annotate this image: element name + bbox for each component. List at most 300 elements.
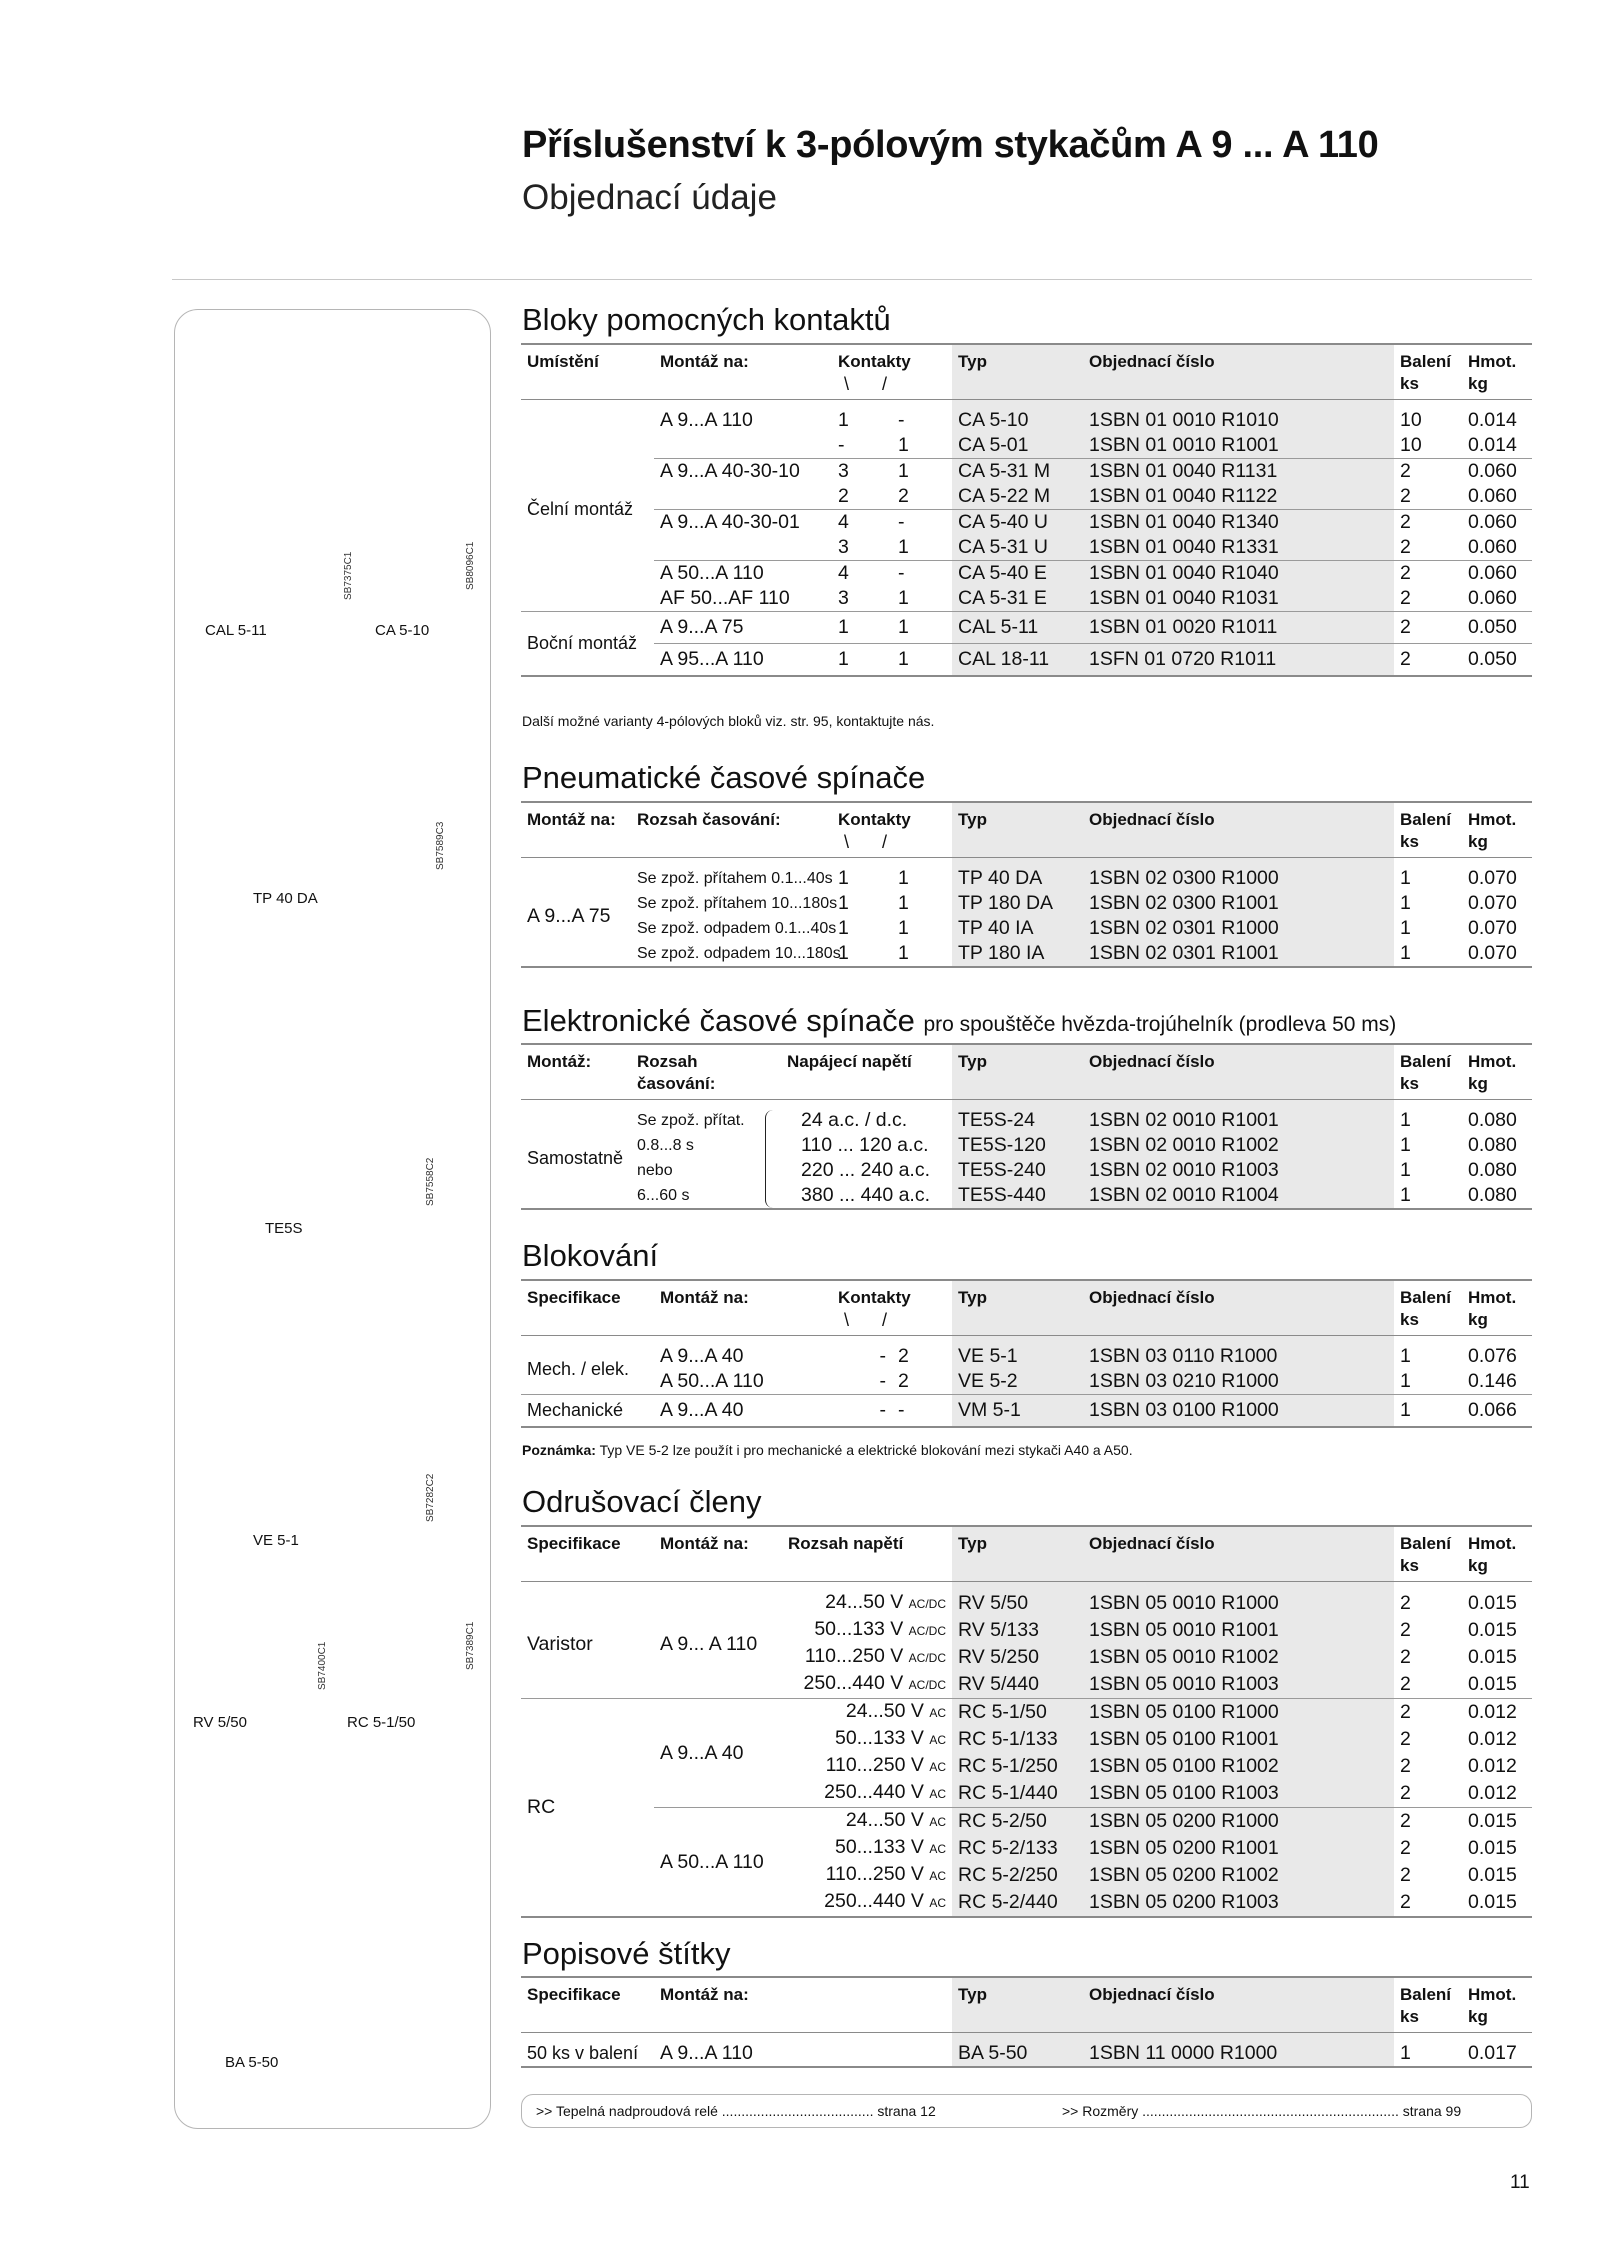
product-label: CAL 5-11 [205, 622, 267, 639]
pack-qty: 1 [1400, 1134, 1411, 1156]
order-number: 1SBN 05 0010 R1001 [1083, 1617, 1394, 1644]
product-label: BA 5-50 [225, 2054, 279, 2071]
voltage-kind: AC/DC [908, 1624, 946, 1638]
order-number: 1SBN 05 0010 R1003 [1083, 1671, 1394, 1699]
type-cell: CA 5-31 U [952, 535, 1083, 561]
link-dimensions[interactable]: >> Rozměry .................................................................. strana 99 [1062, 2103, 1462, 2119]
pack-qty: 1 [1394, 1395, 1462, 1427]
type-cell: RC 5-1/440 [952, 1780, 1083, 1808]
contact-nc: 2 [898, 485, 909, 507]
order-number: 1SBN 01 0040 R1331 [1083, 535, 1394, 561]
image-code: SB7282C2 [425, 1473, 436, 1522]
aux-contacts-table [521, 343, 1532, 677]
pack-qty: 1 [1400, 1159, 1411, 1181]
col-header: Objednací číslo [1083, 344, 1394, 400]
product-label: RC 5-1/50 [347, 1714, 416, 1731]
voltage-cell [782, 1753, 952, 1780]
image-code: SB7400C1 [317, 1641, 328, 1690]
aux-contacts-note: Další možné varianty 4-pólových bloků viz. str. 95, kontaktujte nás. [522, 713, 935, 729]
pack-qty: 2 [1394, 561, 1462, 587]
contact-nc: 1 [892, 941, 952, 967]
order-number: 1SBN 01 0010 R1001 [1083, 433, 1394, 459]
placement-cell: Boční montáž [521, 612, 654, 676]
order-number: 1SBN 01 0040 R1131 [1083, 459, 1394, 485]
col-header: Balení ks [1394, 1526, 1462, 1582]
section-title-labels: Popisové štítky [522, 1936, 731, 1971]
pack-qty: 1 [1394, 1183, 1462, 1209]
weight: 0.060 [1462, 561, 1532, 587]
voltage-value: 250...440 V [824, 1781, 924, 1803]
weight: 0.012 [1468, 1755, 1517, 1777]
order-number: 1SBN 02 0010 R1003 [1083, 1158, 1394, 1183]
order-number: 1SFN 01 0720 R1011 [1083, 644, 1394, 676]
spec-cell: Mech. / elek. [527, 1358, 630, 1379]
table-row [521, 1336, 1532, 1370]
labels-table [521, 1976, 1532, 2068]
weight: 0.017 [1462, 2033, 1532, 2068]
table-row [521, 612, 1532, 644]
pack-qty: 2 [1400, 1619, 1411, 1641]
mount-cell: A 9...A 40-30-01 [654, 510, 832, 536]
col-header: Balení ks [1394, 344, 1462, 400]
weight: 0.066 [1462, 1395, 1532, 1427]
weight: 0.080 [1462, 1183, 1532, 1209]
mount-cell: A 9...A 110 [660, 409, 753, 431]
voltage-kind: AC [929, 1815, 946, 1829]
table-row [521, 510, 1532, 536]
type-cell: VE 5-2 [952, 1369, 1083, 1395]
pack-qty: 1 [1400, 1109, 1411, 1131]
mount-cell: A 9...A 40 [654, 1699, 782, 1808]
section-title-suffix: pro spouštěče hvězda-trojúhelník (prodleva 50 ms) [923, 1013, 1397, 1036]
type-cell: CA 5-31 M [952, 459, 1083, 485]
pack-qty: 2 [1400, 587, 1411, 609]
weight: 0.050 [1462, 612, 1532, 644]
pack-qty: 1 [1400, 1370, 1411, 1392]
voltage-cell [782, 1617, 952, 1644]
col-header: Specifikace [521, 1526, 654, 1582]
table-row [521, 484, 1532, 510]
pack-qty: 2 [1400, 485, 1411, 507]
contact-nc: - [898, 409, 905, 431]
order-number: 1SBN 05 0200 R1000 [1083, 1808, 1394, 1836]
order-number: 1SBN 05 0100 R1001 [1083, 1726, 1394, 1753]
table-row [521, 858, 1532, 892]
contact-no: 1 [832, 941, 892, 967]
image-code: SB7558C2 [425, 1157, 436, 1206]
type-cell: TP 40 DA [952, 858, 1083, 892]
mount-cell: A 9...A 75 [521, 858, 631, 968]
table-row [521, 941, 1532, 967]
voltage-cell [782, 1582, 952, 1618]
weight: 0.012 [1462, 1699, 1532, 1727]
pack-qty: 1 [1400, 1345, 1411, 1367]
product-label: CA 5-10 [375, 622, 430, 639]
contact-no: - [879, 1345, 886, 1367]
pack-qty: 2 [1400, 1728, 1411, 1750]
voltage-kind: AC [929, 1869, 946, 1883]
type-cell: CA 5-10 [952, 400, 1083, 434]
voltage-value: 50...133 V [814, 1618, 904, 1640]
contact-nc: 2 [898, 1345, 909, 1367]
table-row [521, 891, 1532, 916]
voltage-kind: AC [929, 1842, 946, 1856]
pack-qty: 2 [1394, 1699, 1462, 1727]
section-title-aux-contacts: Bloky pomocných kontaktů [522, 302, 891, 337]
col-header: Kontakty [838, 810, 911, 829]
type-cell: CA 5-22 M [952, 484, 1083, 510]
voltage-cell [782, 1780, 952, 1808]
range-cell: 6...60 s [631, 1183, 781, 1209]
table-row [521, 1183, 1532, 1209]
col-header: Montáž na: [521, 802, 631, 858]
col-header: Montáž na: [654, 344, 832, 400]
weight: 0.070 [1468, 892, 1517, 914]
contact-nc: 1 [892, 644, 952, 676]
col-header: Objednací číslo [1083, 1526, 1394, 1582]
col-header: Balení ks [1394, 1044, 1462, 1100]
table-row [521, 586, 1532, 612]
col-header: Hmot. kg [1462, 344, 1532, 400]
weight: 0.014 [1468, 409, 1517, 431]
table-row [521, 459, 1532, 485]
col-header: Objednací číslo [1083, 1280, 1394, 1336]
table-row [521, 1582, 1532, 1618]
spec-cell: RC [521, 1699, 654, 1918]
mount-cell: AF 50...AF 110 [660, 587, 790, 609]
pack-qty: 2 [1394, 459, 1462, 485]
contact-no: 2 [838, 485, 849, 507]
section-title-text: Elektronické časové spínače [522, 1003, 915, 1038]
type-cell: TP 40 IA [952, 916, 1083, 941]
table-row [521, 1808, 1532, 1836]
voltage-cell [782, 1671, 952, 1699]
contact-nc: 1 [892, 612, 952, 644]
image-code: SB7375C1 [343, 551, 354, 600]
pack-qty: 2 [1400, 1837, 1411, 1859]
voltage-value: 250...440 V [824, 1890, 924, 1912]
order-number: 1SBN 02 0010 R1004 [1083, 1183, 1394, 1209]
table-row [521, 1158, 1532, 1183]
mount-cell: A 50...A 110 [654, 561, 832, 587]
order-number: 1SBN 03 0110 R1000 [1083, 1336, 1394, 1370]
contact-no: 1 [832, 644, 892, 676]
contact-no: 1 [838, 917, 849, 939]
table-row [521, 535, 1532, 561]
type-cell: CAL 18-11 [952, 644, 1083, 676]
col-header: Montáž: [521, 1044, 631, 1100]
weight: 0.060 [1468, 485, 1517, 507]
contact-no: 4 [832, 561, 892, 587]
contact-nc: 1 [892, 459, 952, 485]
table-row [521, 1395, 1532, 1427]
type-cell: TE5S-24 [952, 1100, 1083, 1134]
table-row [521, 916, 1532, 941]
col-header: Specifikace [521, 1280, 654, 1336]
col-header: Typ [952, 1977, 1083, 2033]
image-code: SB7589C3 [435, 821, 446, 870]
type-cell: TE5S-120 [952, 1133, 1083, 1158]
product-label: TP 40 DA [253, 890, 318, 907]
weight: 0.060 [1468, 587, 1517, 609]
type-cell: VM 5-1 [952, 1395, 1083, 1427]
contact-nc: 2 [898, 1370, 909, 1392]
image-code: SB7389C1 [465, 1621, 476, 1670]
col-header: Rozsah časování: [631, 802, 832, 858]
electronic-table [521, 1043, 1532, 1210]
voltage-cell [782, 1835, 952, 1862]
contact-nc: 1 [898, 917, 909, 939]
pack-qty: 1 [1400, 917, 1411, 939]
voltage-cell [782, 1862, 952, 1889]
voltage-cell [782, 1644, 952, 1671]
weight: 0.015 [1468, 1673, 1517, 1695]
voltage-kind: AC [929, 1787, 946, 1801]
col-header: Balení ks [1394, 1977, 1462, 2033]
order-number: 1SBN 01 0040 R1122 [1083, 484, 1394, 510]
mount-cell: A 9...A 40 [660, 1345, 744, 1367]
type-cell: RC 5-1/250 [952, 1753, 1083, 1780]
type-cell: RV 5/133 [952, 1617, 1083, 1644]
col-header-contacts [832, 802, 952, 858]
voltage-kind: AC/DC [908, 1597, 946, 1611]
table-row [521, 561, 1532, 587]
mount-cell: A 50...A 110 [660, 1370, 764, 1392]
contact-no: 3 [838, 536, 849, 558]
type-cell: TE5S-440 [952, 1183, 1083, 1209]
page-subtitle: Objednací údaje [522, 178, 777, 217]
col-header: Montáž na: [654, 1526, 782, 1582]
col-header: Montáž na: [654, 1977, 952, 2033]
contact-symbols: \ / [844, 832, 902, 852]
voltage-value: 24...50 V [845, 1700, 924, 1722]
contact-no: 3 [838, 587, 849, 609]
pack-qty: 10 [1400, 434, 1422, 456]
col-header: Hmot. kg [1462, 1280, 1532, 1336]
mount-cell: A 95...A 110 [654, 644, 832, 676]
page-title: Příslušenství k 3-pólovým stykačům A 9 ... A 110 [522, 124, 1379, 166]
order-number: 1SBN 05 0100 R1002 [1083, 1753, 1394, 1780]
order-number: 1SBN 02 0300 R1000 [1083, 858, 1394, 892]
type-cell: RC 5-2/133 [952, 1835, 1083, 1862]
pack-qty: 2 [1394, 510, 1462, 536]
type-cell: TP 180 IA [952, 941, 1083, 967]
type-cell: CA 5-31 E [952, 586, 1083, 612]
col-header: Rozsah napětí [782, 1526, 952, 1582]
col-header: Specifikace [521, 1977, 654, 2033]
col-header-contacts [832, 1280, 952, 1336]
product-label: RV 5/50 [193, 1714, 247, 1731]
table-row [521, 1100, 1532, 1134]
contact-symbols: \ / [844, 1310, 902, 1330]
type-cell: CA 5-01 [952, 433, 1083, 459]
table-row [521, 400, 1532, 434]
range-cell: Se zpož. přítahem 10...180s [637, 895, 838, 912]
contact-no: - [838, 434, 845, 456]
table-row [521, 433, 1532, 459]
pack-qty: 2 [1394, 1889, 1462, 1917]
voltage-kind: AC [929, 1760, 946, 1774]
col-header: Umístění [521, 344, 654, 400]
range-cell: nebo [637, 1162, 673, 1179]
type-cell: RV 5/50 [952, 1582, 1083, 1618]
pack-qty: 2 [1400, 1755, 1411, 1777]
type-cell: CAL 5-11 [952, 612, 1083, 644]
order-number: 1SBN 02 0010 R1002 [1083, 1133, 1394, 1158]
voltage-cell: 24 a.c. / d.c. [801, 1109, 908, 1131]
type-cell: RC 5-2/250 [952, 1862, 1083, 1889]
contact-no: 1 [832, 612, 892, 644]
voltage-cell [782, 1889, 952, 1917]
voltage-cell [782, 1699, 952, 1727]
suppressors-table [521, 1525, 1532, 1918]
col-header: Rozsah časování: [631, 1044, 781, 1100]
section-title-suppressors: Odrušovací členy [522, 1484, 762, 1519]
contact-nc: - [892, 510, 952, 536]
voltage-value: 250...440 V [803, 1672, 904, 1694]
col-header: Typ [952, 802, 1083, 858]
pneumatic-table [521, 801, 1532, 968]
voltage-value: 24...50 V [825, 1591, 904, 1613]
section-title-interlock: Blokování [522, 1238, 659, 1273]
order-number: 1SBN 01 0040 R1340 [1083, 510, 1394, 536]
interlock-table [521, 1279, 1532, 1428]
voltage-cell [782, 1726, 952, 1753]
contact-nc: 1 [898, 892, 909, 914]
section-title-pneumatic: Pneumatické časové spínače [522, 760, 926, 795]
order-number: 1SBN 05 0200 R1001 [1083, 1835, 1394, 1862]
col-header: Hmot. kg [1462, 802, 1532, 858]
order-number: 1SBN 03 0210 R1000 [1083, 1369, 1394, 1395]
pack-qty: 2 [1394, 1808, 1462, 1836]
contact-no: 1 [838, 409, 849, 431]
weight: 0.015 [1468, 1619, 1517, 1641]
order-number: 1SBN 05 0100 R1003 [1083, 1780, 1394, 1808]
pack-qty: 1 [1400, 892, 1411, 914]
order-number: 1SBN 01 0040 R1040 [1083, 561, 1394, 587]
voltage-cell: 220 ... 240 a.c. [801, 1159, 931, 1181]
voltage-value: 50...133 V [835, 1836, 924, 1858]
col-header: Kontakty [838, 1288, 911, 1307]
product-label: VE 5-1 [253, 1532, 299, 1549]
col-header: Objednací číslo [1083, 1977, 1394, 2033]
range-cell: Se zpož. odpadem 10...180s [631, 941, 832, 967]
contact-no: 1 [838, 867, 849, 889]
weight: 0.012 [1468, 1728, 1517, 1750]
pack-qty: 2 [1400, 536, 1411, 558]
contact-no: - [879, 1370, 886, 1392]
pack-qty: 1 [1400, 867, 1411, 889]
weight: 0.080 [1468, 1134, 1517, 1156]
table-row [521, 1699, 1532, 1727]
weight: 0.080 [1468, 1109, 1517, 1131]
weight: 0.015 [1468, 1837, 1517, 1859]
order-number: 1SBN 05 0010 R1000 [1083, 1582, 1394, 1618]
contact-nc: 1 [898, 536, 909, 558]
weight: 0.015 [1468, 1646, 1517, 1668]
contact-nc: - [892, 1395, 952, 1427]
order-number: 1SBN 02 0010 R1001 [1083, 1100, 1394, 1134]
contact-no: 1 [838, 892, 849, 914]
pack-qty: 2 [1400, 1673, 1411, 1695]
order-number: 1SBN 05 0100 R1000 [1083, 1699, 1394, 1727]
placement-cell: Čelní montáž [527, 499, 634, 519]
weight: 0.060 [1462, 459, 1532, 485]
voltage-cell: 110 ... 120 a.c. [801, 1134, 929, 1156]
contact-nc: 1 [898, 867, 909, 889]
range-cell: Se zpož. odpadem 0.1...40s [637, 920, 837, 937]
weight: 0.070 [1468, 867, 1517, 889]
table-row [521, 644, 1532, 676]
contact-nc: 1 [898, 587, 909, 609]
order-number: 1SBN 05 0010 R1002 [1083, 1644, 1394, 1671]
weight: 0.146 [1468, 1370, 1517, 1392]
type-cell: TP 180 DA [952, 891, 1083, 916]
product-label: TE5S [265, 1220, 303, 1237]
mount-cell [654, 535, 832, 561]
type-cell: RV 5/250 [952, 1644, 1083, 1671]
order-number: 1SBN 05 0200 R1003 [1083, 1889, 1394, 1917]
weight: 0.076 [1468, 1345, 1517, 1367]
type-cell: TE5S-240 [952, 1158, 1083, 1183]
col-header: Typ [952, 1280, 1083, 1336]
link-thermal-relays[interactable]: >> Tepelná nadproudová relé ....................................... strana 12 [536, 2103, 936, 2119]
weight: 0.015 [1462, 1808, 1532, 1836]
contact-symbols: \ / [844, 374, 902, 394]
contact-nc: - [892, 561, 952, 587]
contact-no: 4 [832, 510, 892, 536]
col-header: Kontakty [838, 352, 911, 371]
weight: 0.070 [1462, 941, 1532, 967]
order-number: 1SBN 05 0200 R1002 [1083, 1862, 1394, 1889]
page-number: 11 [1510, 2172, 1530, 2193]
type-cell: CA 5-40 E [952, 561, 1083, 587]
col-header: Typ [952, 344, 1083, 400]
mount-cell: A 50...A 110 [654, 1808, 782, 1918]
pack-qty: 2 [1394, 644, 1462, 676]
weight: 0.015 [1468, 1864, 1517, 1886]
col-header: Montáž na: [654, 1280, 832, 1336]
col-header: Hmot. kg [1462, 1044, 1532, 1100]
note-text: Typ VE 5-2 lze použít i pro mechanické a elektrické blokování mezi stykači A40 a A50. [599, 1442, 1133, 1458]
pack-qty: 10 [1400, 409, 1422, 431]
voltage-kind: AC [929, 1706, 946, 1720]
col-header: Objednací číslo [1083, 802, 1394, 858]
spec-cell: Varistor [527, 1632, 593, 1655]
voltage-kind: AC/DC [908, 1678, 946, 1692]
order-number: 1SBN 01 0020 R1011 [1083, 612, 1394, 644]
voltage-kind: AC [929, 1733, 946, 1747]
range-brace [765, 1110, 777, 1208]
weight: 0.060 [1468, 536, 1517, 558]
mount-cell: A 9... A 110 [660, 1632, 758, 1655]
mount-cell: A 9...A 40-30-10 [654, 459, 832, 485]
table-row [521, 2033, 1532, 2068]
weight: 0.012 [1468, 1782, 1517, 1804]
order-number: 1SBN 02 0300 R1001 [1083, 891, 1394, 916]
type-cell: RC 5-2/440 [952, 1889, 1083, 1917]
mount-cell [654, 433, 832, 459]
order-number: 1SBN 01 0010 R1010 [1083, 400, 1394, 434]
voltage-value: 50...133 V [835, 1727, 924, 1749]
weight: 0.014 [1468, 434, 1517, 456]
spec-cell: 50 ks v balení [521, 2033, 654, 2068]
interlock-note [522, 1442, 1133, 1458]
order-number: 1SBN 02 0301 R1000 [1083, 916, 1394, 941]
weight: 0.070 [1468, 917, 1517, 939]
section-title-electronic [522, 1003, 1396, 1039]
type-cell: RC 5-1/50 [952, 1699, 1083, 1727]
